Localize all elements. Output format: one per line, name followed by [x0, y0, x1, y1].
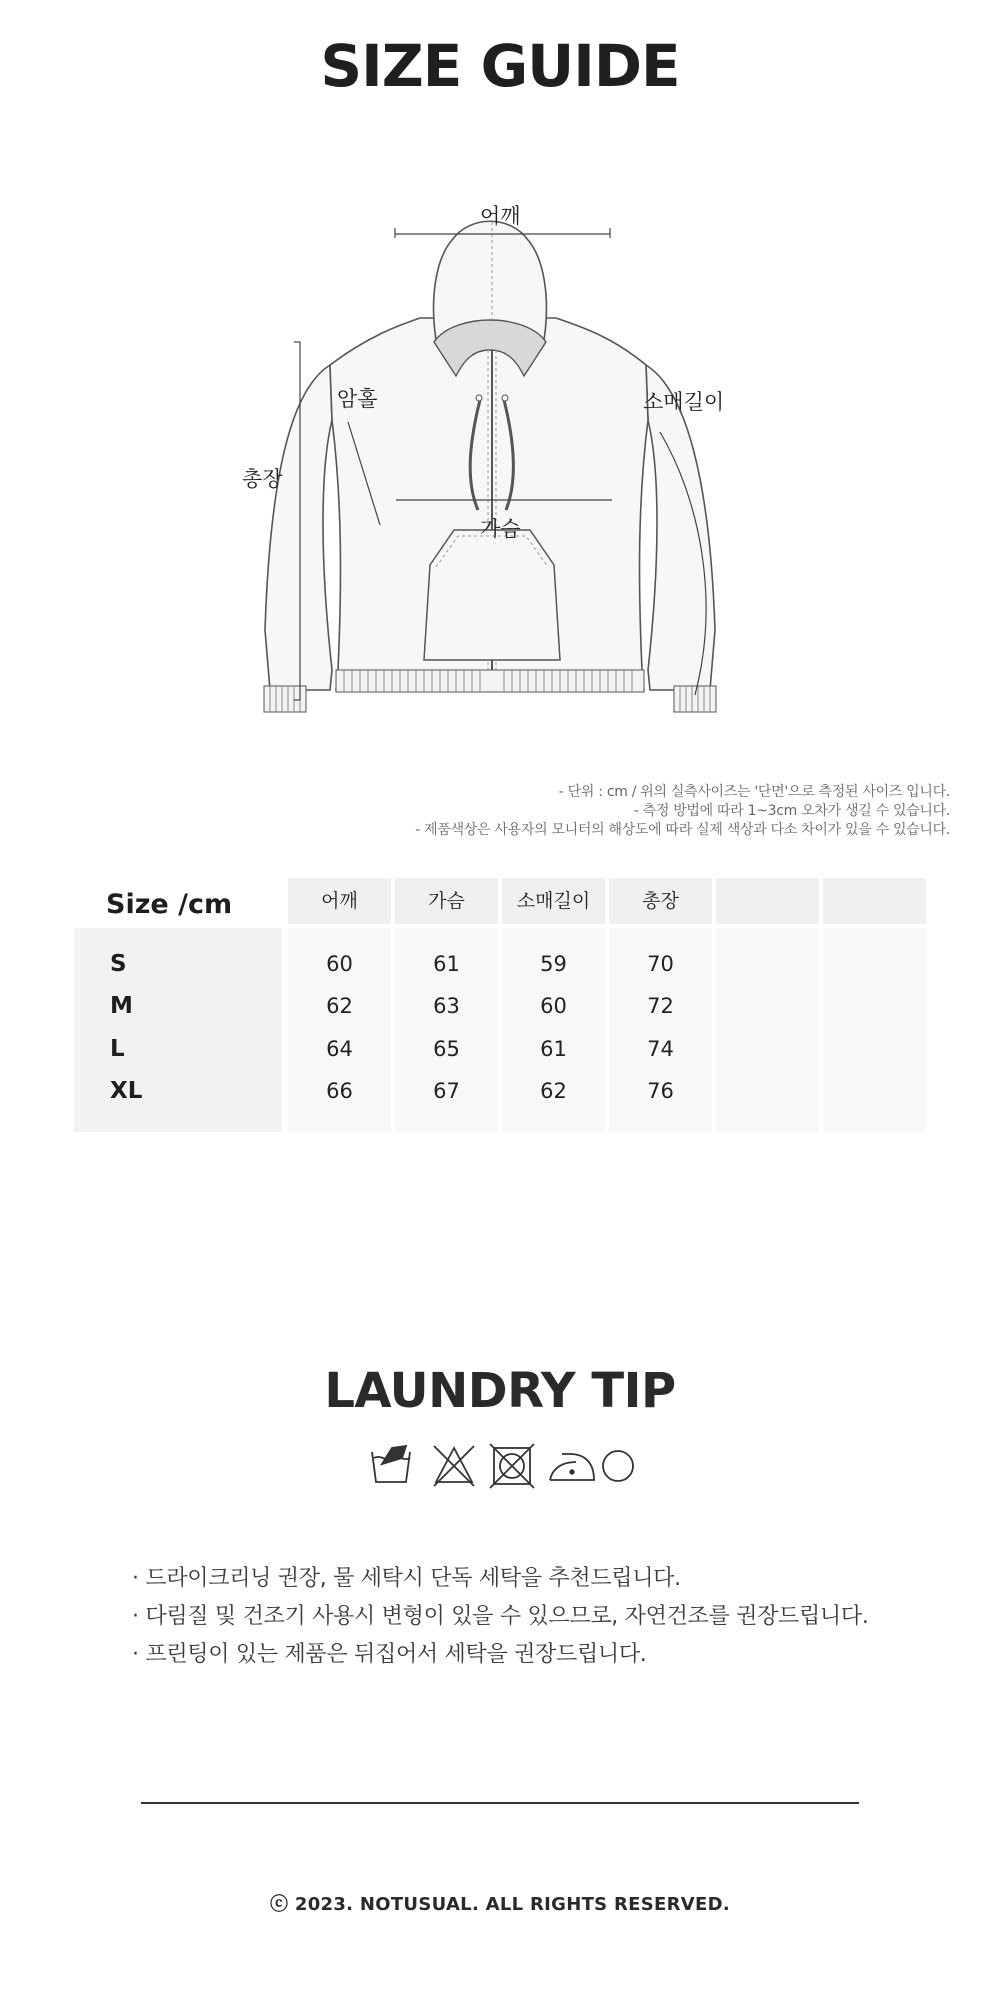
low-iron-icon [550, 1454, 594, 1480]
sleeve-label: 소매길이 [643, 390, 725, 414]
column-header: 소매길이 [502, 878, 605, 924]
table-cell: 60 [540, 994, 567, 1018]
column-header: 가슴 [395, 878, 498, 924]
total-length-label: 총장 [242, 467, 283, 491]
no-tumble-dry-icon [490, 1444, 534, 1488]
no-bleach-icon [434, 1446, 474, 1486]
table-cell: 70 [647, 952, 674, 976]
column-header [716, 878, 819, 924]
table-cell: 64 [326, 1037, 353, 1061]
table-cell: 72 [647, 994, 674, 1018]
table-cell: 59 [540, 952, 567, 976]
table-cell: 66 [326, 1079, 353, 1103]
tip-item: · 다림질 및 건조기 사용시 변형이 있을 수 있으므로, 자연건조를 권장드립니다. [132, 1604, 869, 1629]
size-label-m: M [110, 993, 133, 1019]
note-line: - 측정 방법에 따라 1~3cm 오차가 생길 수 있습니다. [633, 803, 950, 819]
size-column [74, 928, 282, 1132]
size-table [74, 878, 929, 1132]
note-line: - 단위 : cm / 위의 실측사이즈는 '단면'으로 측정된 사이즈 입니다. [558, 784, 950, 800]
size-header-label: Size /cm [106, 889, 233, 920]
size-label-xl: XL [110, 1078, 143, 1104]
divider [141, 1802, 859, 1804]
shoulder-label: 어깨 [480, 204, 521, 228]
laundry-icons [366, 1440, 636, 1490]
hand-wash-icon [372, 1446, 410, 1482]
tip-item: · 프린팅이 있는 제품은 뒤집어서 세탁을 권장드립니다. [132, 1642, 647, 1667]
table-cell: 74 [647, 1037, 674, 1061]
dry-clean-icon [603, 1451, 633, 1481]
hoodie-diagram [220, 200, 780, 740]
table-cell: 67 [433, 1079, 460, 1103]
column-header [823, 878, 926, 924]
table-cell: 62 [540, 1079, 567, 1103]
size-label-s: S [110, 951, 127, 977]
table-cell: 61 [540, 1037, 567, 1061]
table-column [823, 928, 926, 1132]
table-cell: 62 [326, 994, 353, 1018]
table-cell: 61 [433, 952, 460, 976]
copyright-footer: ⓒ 2023. NOTUSUAL. ALL RIGHTS RESERVED. [270, 1894, 730, 1915]
table-cell: 63 [433, 994, 460, 1018]
table-cell: 60 [326, 952, 353, 976]
measurement-notes [415, 783, 950, 840]
table-cell: 76 [647, 1079, 674, 1103]
column-header: 어깨 [288, 878, 391, 924]
note-line: - 제품색상은 사용자의 모니터의 해상도에 따라 실제 색상과 다소 차이가 있을 수 있습니다. [415, 822, 950, 838]
laundry-tip-title: LAUNDRY TIP [324, 1363, 676, 1419]
size-guide-title: SIZE GUIDE [320, 32, 680, 100]
size-label-l: L [110, 1036, 125, 1062]
tip-item: · 드라이크리닝 권장, 물 세탁시 단독 세탁을 추천드립니다. [132, 1566, 681, 1591]
table-column [716, 928, 819, 1132]
column-header: 총장 [609, 878, 712, 924]
armhole-label: 암홀 [337, 387, 378, 411]
laundry-tips-list [132, 1560, 872, 1674]
chest-label: 가슴 [480, 517, 521, 541]
hoodie-illustration [220, 200, 780, 740]
table-cell: 65 [433, 1037, 460, 1061]
